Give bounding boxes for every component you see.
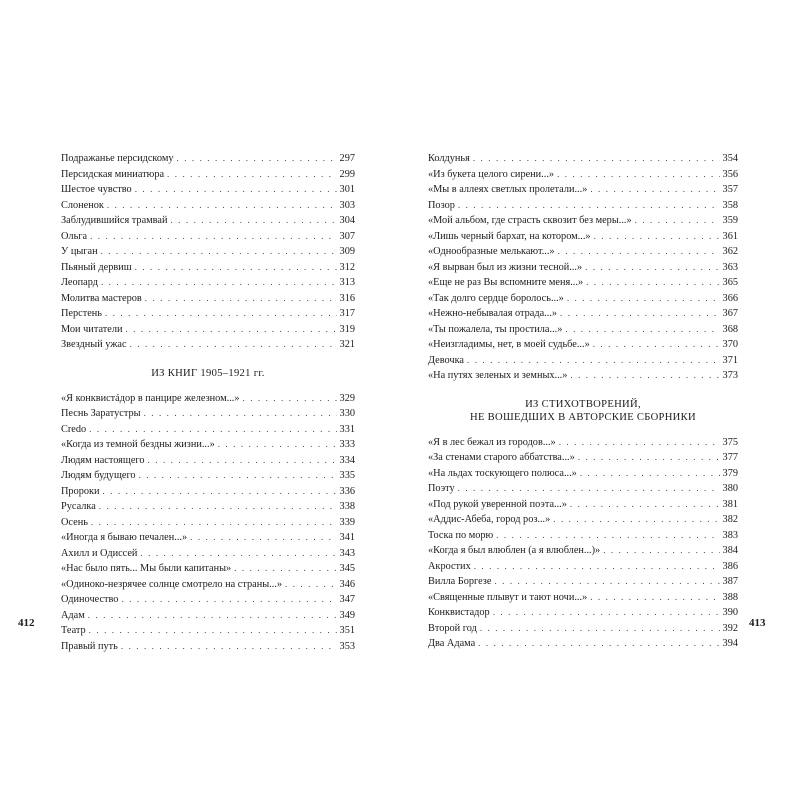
dot-leader (107, 198, 337, 214)
dot-leader (121, 592, 336, 608)
toc-entry-page: 384 (722, 545, 738, 556)
toc-entry-page: 304 (339, 215, 355, 226)
toc-entry-page: 301 (339, 184, 355, 195)
dot-leader (496, 528, 719, 544)
toc-entry (428, 229, 738, 245)
toc-entry (61, 306, 355, 322)
toc-entry (61, 229, 355, 245)
dot-leader (121, 639, 337, 655)
toc-entry-page: 317 (339, 308, 355, 319)
dot-leader (593, 337, 720, 353)
toc-entry-title: Перстень (61, 308, 103, 319)
dot-leader (474, 559, 720, 575)
toc-entry-page: 343 (339, 547, 355, 559)
toc-entry (61, 406, 355, 422)
toc-entry-title: Шестое чувство (61, 184, 132, 195)
toc-entry-title: Вилла Боргезе (428, 576, 492, 587)
dot-leader (586, 275, 719, 291)
toc-entry (61, 260, 355, 276)
toc-entry-title: «Неизгладимы, нет, в моей судьбе...» (428, 339, 590, 350)
toc-entry-page: 346 (339, 578, 355, 590)
dot-leader (458, 198, 720, 214)
toc-entry-page: 375 (722, 436, 738, 448)
toc-entry-page: 339 (339, 516, 355, 528)
toc-entry-title: Персидская миниатюра (61, 168, 165, 180)
toc-entry (61, 244, 355, 260)
dot-leader (635, 213, 720, 229)
toc-entry-page: 321 (339, 339, 355, 350)
toc-entry (61, 592, 355, 608)
toc-entry-page: 365 (722, 277, 738, 288)
toc-entry (61, 322, 355, 338)
toc-entry (61, 530, 355, 546)
toc-entry (61, 151, 355, 167)
toc-entry-title: Конквистадор (428, 607, 490, 618)
toc-entry-page: 299 (339, 168, 355, 180)
toc-entry-page: 331 (339, 423, 355, 435)
toc-entry (428, 435, 738, 451)
toc-entry-title: «Нежно-небывалая отрада...» (428, 308, 558, 319)
toc-entry-page: 377 (722, 452, 738, 463)
toc-entry-title: У цыган (61, 246, 98, 257)
toc-entry (428, 198, 738, 214)
toc-entry-page: 349 (339, 609, 355, 621)
toc-entry-title: «На путях зеленых и земных...» (428, 370, 568, 381)
dot-leader (585, 260, 719, 276)
toc-entry-page: 390 (722, 607, 738, 618)
toc-entry-page: 335 (339, 470, 355, 481)
toc-entry-title: Мои читатели (61, 323, 123, 335)
toc-entry-title: Театр (61, 625, 86, 636)
toc-entry-title: Людям будущего (61, 470, 136, 481)
dot-leader (560, 306, 720, 322)
toc-entry-title: Пьяный дервиш (61, 261, 132, 273)
dot-leader (218, 437, 337, 453)
toc-entry-page: 312 (339, 261, 355, 273)
toc-entry (61, 484, 355, 500)
toc-entry-page: 351 (339, 625, 355, 636)
toc-entry-title: «Нас было пять... Мы были капитаны» (61, 563, 232, 574)
dot-leader (125, 322, 336, 338)
toc-entry-title: Осень (61, 516, 88, 528)
toc-entry-title: «Еще не раз Вы вспомните меня...» (428, 277, 584, 288)
toc-entry-page: 309 (339, 246, 355, 257)
toc-entry-title: Ахилл и Одиссей (61, 547, 138, 559)
toc-entry-title: «Священные плывут и тают ночи...» (428, 591, 588, 603)
toc-entry (428, 543, 738, 559)
toc-entry-page: 357 (722, 184, 738, 195)
dot-leader (139, 468, 337, 484)
toc-entry (61, 468, 355, 484)
dot-leader (580, 466, 720, 482)
toc-entry-title: Credo (61, 423, 87, 435)
dot-leader (603, 543, 719, 559)
toc-entry-page: 386 (722, 560, 738, 572)
dot-leader (135, 260, 337, 276)
toc-entry-page: 367 (722, 308, 738, 319)
toc-entry (428, 497, 738, 513)
dot-leader (101, 244, 337, 260)
toc-entry (61, 337, 355, 353)
toc-entry (428, 559, 738, 575)
dot-leader (145, 291, 337, 307)
toc-entry-title: Молитва мастеров (61, 292, 142, 304)
toc-entry-page: 392 (722, 622, 738, 634)
toc-entry (428, 291, 738, 307)
dot-leader (480, 621, 720, 637)
toc-entry (61, 561, 355, 577)
toc-entry-page: 353 (339, 640, 355, 652)
toc-list-top (428, 151, 738, 384)
toc-entry-title: «Я в лес бежал из городов...» (428, 436, 556, 448)
dot-leader (243, 391, 337, 407)
toc-entry-page: 319 (339, 323, 355, 335)
dot-leader (570, 368, 719, 384)
dot-leader (570, 497, 720, 513)
toc-entry-page: 370 (722, 339, 738, 350)
toc-entry-page: 347 (339, 594, 355, 605)
toc-entry (428, 260, 738, 276)
dot-leader (494, 574, 719, 590)
toc-entry-page: 316 (339, 292, 355, 304)
toc-entry-title: Ольга (61, 230, 88, 242)
toc-entry (61, 515, 355, 531)
toc-entry-page: 363 (722, 261, 738, 273)
toc-entry-title: «За стенами старого аббатства...» (428, 452, 575, 463)
dot-leader (558, 244, 720, 260)
toc-entry (61, 422, 355, 438)
dot-leader (144, 406, 337, 422)
toc-entry (428, 167, 738, 183)
page-number-right: 413 (749, 617, 766, 629)
dot-leader (130, 337, 337, 353)
toc-entry (61, 639, 355, 655)
toc-entry-title: Второй год (428, 622, 477, 634)
toc-entry-title: «Я конквистáдор в панцире железном...» (61, 392, 240, 404)
dot-leader (567, 291, 720, 307)
toc-entry (61, 577, 355, 593)
toc-entry (61, 291, 355, 307)
dot-leader (105, 306, 337, 322)
toc-entry-page: 303 (339, 199, 355, 211)
toc-entry (61, 167, 355, 183)
toc-entry (61, 182, 355, 198)
toc-entry-page: 297 (339, 153, 355, 164)
toc-entry-page: 356 (722, 168, 738, 180)
toc-entry-title: Пророки (61, 485, 100, 497)
toc-entry (428, 466, 738, 482)
toc-entry-title: «Из букета целого сирени...» (428, 168, 555, 180)
toc-list-bottom (428, 435, 738, 652)
toc-entry-page: 366 (722, 292, 738, 304)
dot-leader (478, 636, 719, 652)
dot-leader (101, 275, 337, 291)
toc-entry-title: «Ты пожалела, ты простила...» (428, 323, 563, 335)
dot-leader (467, 353, 720, 369)
dot-leader (590, 590, 719, 606)
toc-entry-title: «Лишь черный бархат, на котором...» (428, 230, 591, 242)
toc-entry (428, 481, 738, 497)
toc-entry-page: 380 (722, 483, 738, 494)
section-heading: ИЗ КНИГ 1905–1921 гг. (151, 367, 265, 379)
dot-leader (234, 561, 336, 577)
dot-leader (578, 450, 720, 466)
toc-entry-page: 334 (339, 454, 355, 466)
toc-entry (428, 151, 738, 167)
toc-entry (428, 636, 738, 652)
toc-entry-title: Девочка (428, 354, 464, 366)
toc-entry-page: 354 (722, 153, 738, 164)
toc-entry (428, 275, 738, 291)
dot-leader (565, 322, 719, 338)
dot-leader (167, 167, 337, 183)
toc-entry (61, 499, 355, 515)
dot-leader (559, 435, 720, 451)
dot-leader (91, 515, 337, 531)
dot-leader (190, 530, 336, 546)
dot-leader (99, 499, 337, 515)
toc-entry-page: 338 (339, 501, 355, 512)
toc-entry-title: Заблудившийся трамвай (61, 215, 168, 226)
toc-entry (428, 605, 738, 621)
dot-leader (148, 453, 337, 469)
dot-leader (140, 546, 336, 562)
toc-entry-page: 330 (339, 408, 355, 419)
toc-entry (428, 528, 738, 544)
dot-leader (89, 623, 337, 639)
toc-entry-title: «Когда из темной бездны жизни...» (61, 439, 215, 450)
toc-entry-title: Два Адама (428, 638, 476, 649)
toc-entry-page: 359 (722, 215, 738, 226)
toc-entry (61, 453, 355, 469)
toc-entry-page: 394 (722, 638, 738, 649)
toc-entry-page: 371 (722, 354, 738, 366)
toc-entry (61, 437, 355, 453)
dot-leader (170, 213, 336, 229)
dot-leader (135, 182, 337, 198)
dot-leader (285, 577, 337, 593)
toc-entry (428, 512, 738, 528)
toc-entry (61, 198, 355, 214)
dot-leader (103, 484, 337, 500)
toc-entry (428, 322, 738, 338)
toc-entry-page: 368 (722, 323, 738, 335)
toc-entry-title: «Мы в аллеях светлых пролетали...» (428, 184, 588, 195)
toc-entry-title: Русалка (61, 501, 96, 512)
toc-entry (61, 623, 355, 639)
toc-entry-title: Позор (428, 199, 455, 211)
toc-entry-title: Песнь Заратустры (61, 408, 141, 419)
toc-entry (428, 574, 738, 590)
toc-entry-page: 336 (339, 485, 355, 497)
toc-entry-page: 358 (722, 199, 738, 211)
toc-entry-title: «Аддис-Абеба, город роз...» (428, 514, 551, 525)
toc-entry-title: «Под рукой уверенной поэта...» (428, 498, 567, 510)
toc-entry-page: 329 (339, 392, 355, 404)
toc-entry-title: Леопард (61, 277, 98, 288)
toc-entry-title: Акростих (428, 560, 471, 572)
toc-entry-page: 381 (722, 498, 738, 510)
toc-list-bottom (61, 391, 355, 655)
right-page-contents (428, 151, 738, 652)
toc-entry (61, 546, 355, 562)
dot-leader (177, 151, 337, 167)
toc-entry-title: Людям настоящего (61, 454, 145, 466)
toc-entry-page: 383 (722, 529, 738, 541)
toc-entry (428, 244, 738, 260)
section-heading (428, 398, 738, 424)
dot-leader (493, 605, 720, 621)
toc-entry-page: 373 (722, 370, 738, 381)
toc-entry-title: «Мой альбом, где страсть сквозит без меры...» (428, 215, 632, 226)
dot-leader (88, 608, 337, 624)
section-heading-line-2: НЕ ВОШЕДШИХ В АВТОРСКИЕ СБОРНИКИ (470, 411, 696, 423)
dot-leader (458, 481, 720, 497)
page-number-left: 412 (18, 617, 35, 629)
dot-leader (553, 512, 719, 528)
dot-leader (590, 182, 719, 198)
toc-entry-title: Тоска по морю (428, 529, 494, 541)
toc-entry-page: 388 (722, 591, 738, 603)
toc-entry-page: 341 (339, 532, 355, 543)
toc-entry (61, 608, 355, 624)
toc-entry-title: Одиночество (61, 594, 119, 605)
toc-entry (428, 213, 738, 229)
toc-entry-title: Слоненок (61, 199, 104, 211)
toc-entry-page: 307 (339, 230, 355, 242)
toc-entry-page: 362 (722, 246, 738, 257)
dot-leader (473, 151, 720, 167)
toc-entry-title: Звездный ужас (61, 339, 127, 350)
dot-leader (557, 167, 719, 183)
toc-entry-title: Подражанье персидскому (61, 153, 174, 164)
toc-entry (61, 213, 355, 229)
section-heading-line-1: ИЗ СТИХОТВОРЕНИЙ, (525, 398, 641, 410)
toc-entry (61, 391, 355, 407)
toc-list-top (61, 151, 355, 353)
toc-entry-title: «Когда я был влюблен (а я влюблен...)» (428, 545, 601, 556)
toc-entry-page: 387 (722, 576, 738, 587)
toc-entry-page: 313 (339, 277, 355, 288)
toc-entry (61, 275, 355, 291)
toc-entry-title: Правый путь (61, 640, 118, 652)
dot-leader (89, 422, 336, 438)
toc-entry-title: «Однообразные мелькают...» (428, 246, 555, 257)
dot-leader (90, 229, 336, 245)
toc-entry (428, 306, 738, 322)
toc-entry-title: Адам (61, 609, 85, 621)
toc-entry-page: 333 (339, 439, 355, 450)
toc-entry-page: 345 (339, 563, 355, 574)
dot-leader (594, 229, 720, 245)
toc-entry-page: 382 (722, 514, 738, 525)
toc-entry (428, 621, 738, 637)
toc-entry-title: «Я вырван был из жизни тесной...» (428, 261, 583, 273)
toc-entry (428, 353, 738, 369)
toc-entry (428, 450, 738, 466)
toc-entry-page: 379 (722, 467, 738, 479)
toc-entry (428, 182, 738, 198)
toc-entry (428, 337, 738, 353)
toc-entry-page: 361 (722, 230, 738, 242)
left-page-contents (61, 151, 355, 654)
toc-entry-title: Поэту (428, 483, 455, 494)
toc-entry-title: «Одиноко-незрячее солнце смотрело на страны...» (61, 578, 283, 590)
toc-entry-title: «На льдах тоскующего полюса...» (428, 467, 577, 479)
toc-entry-title: Колдунья (428, 153, 470, 164)
toc-entry-title: «Так долго сердце боролось...» (428, 292, 564, 304)
toc-entry-title: «Иногда я бываю печален...» (61, 532, 188, 543)
toc-entry (428, 590, 738, 606)
toc-entry (428, 368, 738, 384)
